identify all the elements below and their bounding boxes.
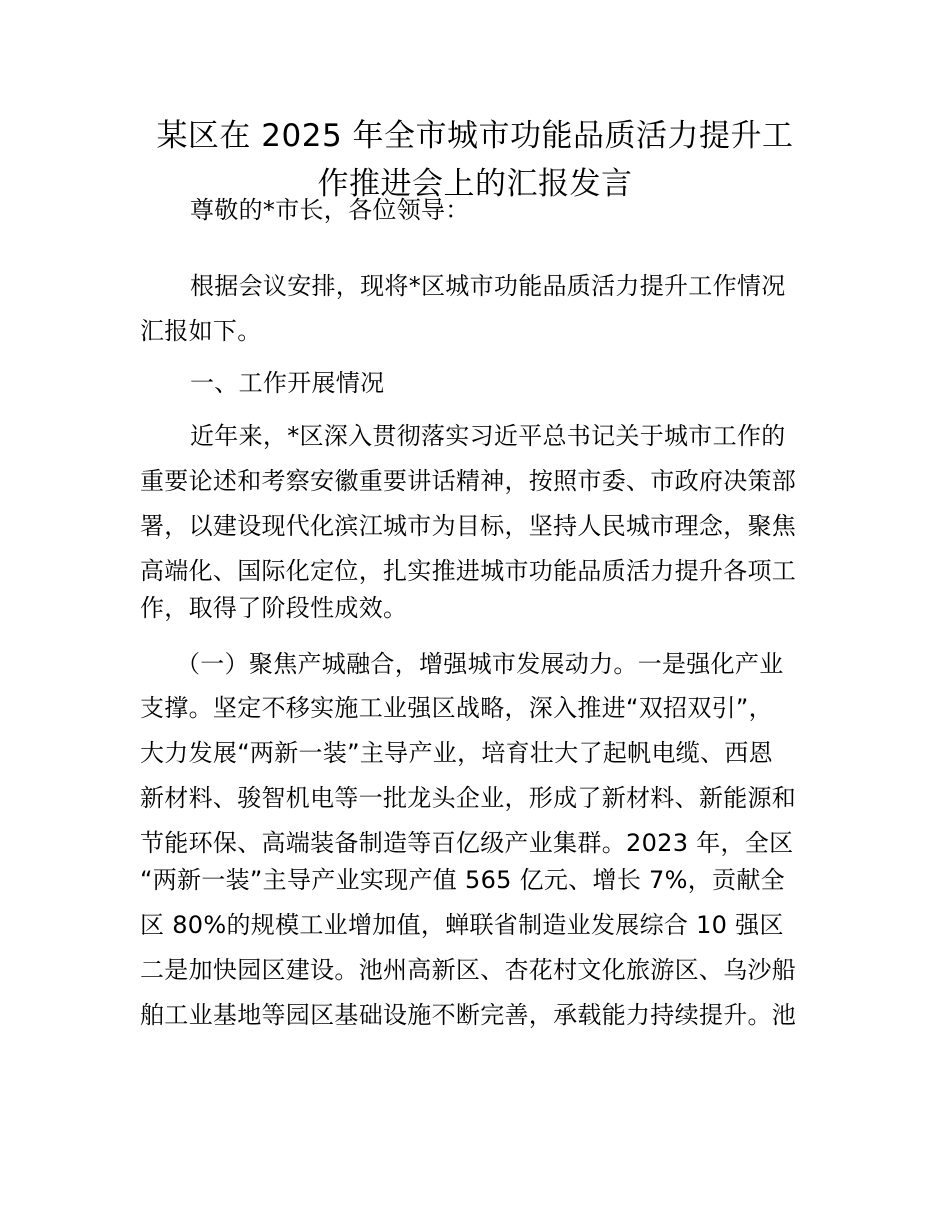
paragraph-line: 作，取得了阶段性成效。	[140, 594, 408, 622]
paragraph-line: 大力发展“两新一装”主导产业，培育壮大了起帆电缆、西恩	[140, 739, 773, 767]
salutation: 尊敬的*市长，各位领导：	[190, 196, 470, 224]
paragraph-line: 署，以建设现代化滨江城市为目标，坚持人民城市理念，聚焦	[140, 512, 797, 540]
title-line-2: 作推进会上的汇报发言	[317, 166, 633, 202]
paragraph-line: 重要论述和考察安徽重要讲话精神，按照市委、市政府决策部	[140, 467, 797, 495]
paragraph-line: 近年来，*区深入贯彻落实习近平总书记关于城市工作的	[190, 422, 786, 450]
paragraph-line: “两新一装”主导产业实现产值 565 亿元、增长 7%，贡献全	[140, 866, 785, 894]
paragraph-line: 汇报如下。	[140, 317, 262, 345]
paragraph-line: 二是加快园区建设。池州高新区、杏花村文化旅游区、乌沙船	[140, 956, 797, 984]
paragraph-line: （一）聚焦产城融合，增强城市发展动力。一是强化产业	[176, 650, 784, 678]
paragraph-line: 高端化、国际化定位，扎实推进城市功能品质活力提升各项工	[140, 557, 797, 585]
paragraph-line: 支撑。坚定不移实施工业强区战略，深入推进“双招双引”，	[140, 694, 773, 722]
paragraph-line: 节能环保、高端装备制造等百亿级产业集群。2023 年，全区	[140, 829, 794, 857]
paragraph-line: 舶工业基地等园区基础设施不断完善，承载能力持续提升。池	[140, 1001, 797, 1029]
title-line-1: 某区在 2025 年全市城市功能品质活力提升工	[156, 118, 794, 154]
paragraph-line: 新材料、骏智机电等一批龙头企业，形成了新材料、新能源和	[140, 784, 797, 812]
section-heading: 一、工作开展情况	[190, 369, 385, 397]
paragraph-line: 根据会议安排，现将*区城市功能品质活力提升工作情况	[190, 272, 786, 300]
paragraph-line: 区 80%的规模工业增加值，蝉联省制造业发展综合 10 强区	[140, 911, 784, 939]
